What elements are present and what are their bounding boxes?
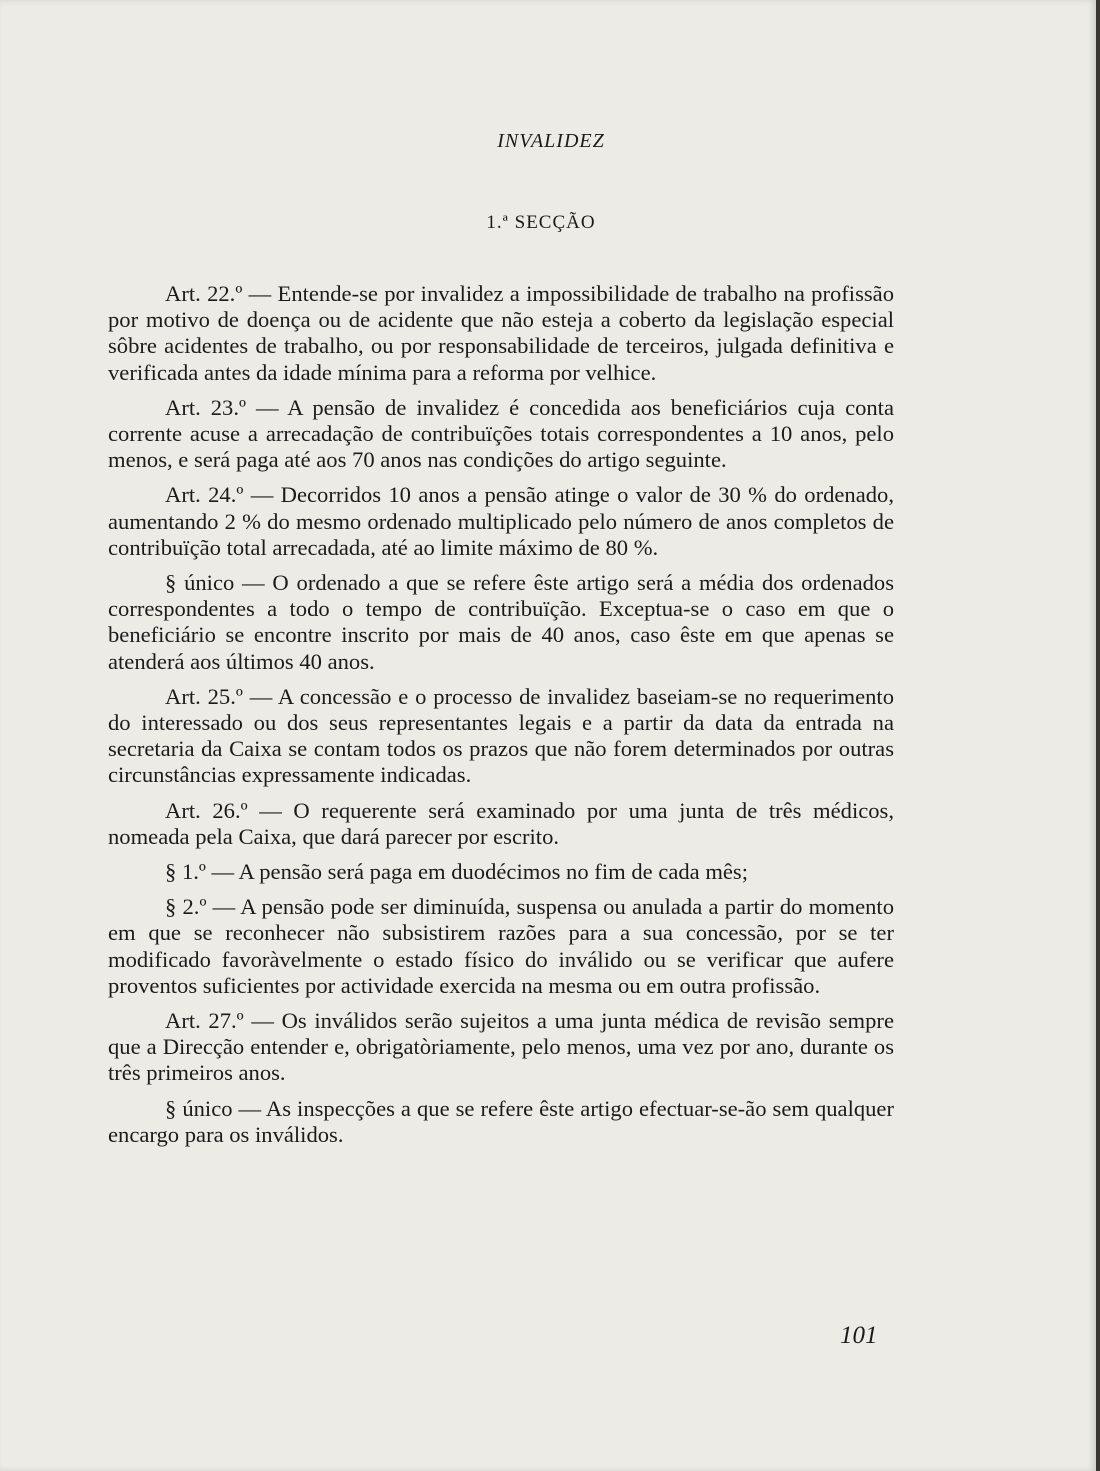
paragraph-list (108, 281, 894, 1148)
paragraph-art-27-unico: § único — As inspecções a que se refere êste artigo efectuar-se-ão sem qualquer encargo para os inválidos. (108, 1095, 894, 1147)
paragraph-art-24: Art. 24.º — Decorridos 10 anos a pensão atinge o valor de 30 % do ordenado, aumentando 2 % do mesmo ordenado multiplicado pelo número de anos completos de contribuïção total arrecadada, até ao limite máximo de 80 %. (108, 482, 894, 560)
paragraph-art-25: Art. 25.º — A concessão e o processo de invalidez baseiam-se no requerimento do interessado ou dos seus representantes legais e a partir da data da entrada na secretaria da Caixa se contam todos os prazos que não forem determinados por outras circunstâncias expressamente indicadas. (108, 683, 894, 788)
page-number: 101 (840, 1322, 878, 1349)
section-title: 1.ª SECÇÃO (486, 212, 596, 233)
paragraph-art-26: Art. 26.º — O requerente será examinado por uma junta de três médicos, nomeada pela Caixa, que dará parecer por escrito. (108, 797, 894, 849)
paragraph-art-23: Art. 23.º — A pensão de invalidez é concedida aos beneficiários cuja conta corrente acuse a arrecadação de contribuïções totais correspondentes a 10 anos, pelo menos, e será paga até aos 70 anos nas condições do artigo seguinte. (108, 394, 894, 473)
book-spine-edge (1096, 0, 1100, 1471)
running-head: INVALIDEZ (497, 130, 605, 152)
paragraph-art-27: Art. 27.º — Os inválidos serão sujeitos a uma junta médica de revisão sempre que a Direcção entender e, obrigatòriamente, pelo menos, uma vez por ano, durante os três primeiros anos. (108, 1008, 894, 1086)
text-block (108, 120, 894, 1157)
paragraph-art-22: Art. 22.º — Entende-se por invalidez a impossibilidade de trabalho na profissão por motivo de doença ou de acidente que não esteja a coberto da legislação especial sôbre acidentes de trabalho, ou por responsabilidade de terceiros, julgada definitiva e verificada antes da idade mínima para a reforma por velhice. (108, 281, 894, 385)
paragraph-art-24-unico: § único — O ordenado a que se refere êste artigo será a média dos ordenados correspondentes a todo o tempo de contribuïção. Exceptua-se o caso em que o beneficiário se encontre inscrito por mais de 40 anos, caso êste em que apenas se atenderá aos últimos 40 anos. (108, 570, 894, 674)
paragraph-art-26-par-1: § 1.º — A pensão será paga em duodécimos no fim de cada mês; (165, 859, 748, 885)
paragraph-art-26-par-2: § 2.º — A pensão pode ser diminuída, suspensa ou anulada a partir do momento em que se reconhecer não subsistirem razões para a sua concessão, por se ter modificado favoràvelmente o estado físico do inválido ou se verificar que aufere proventos suficientes por actividade exercida na mesma ou em outra profissão. (108, 894, 894, 998)
